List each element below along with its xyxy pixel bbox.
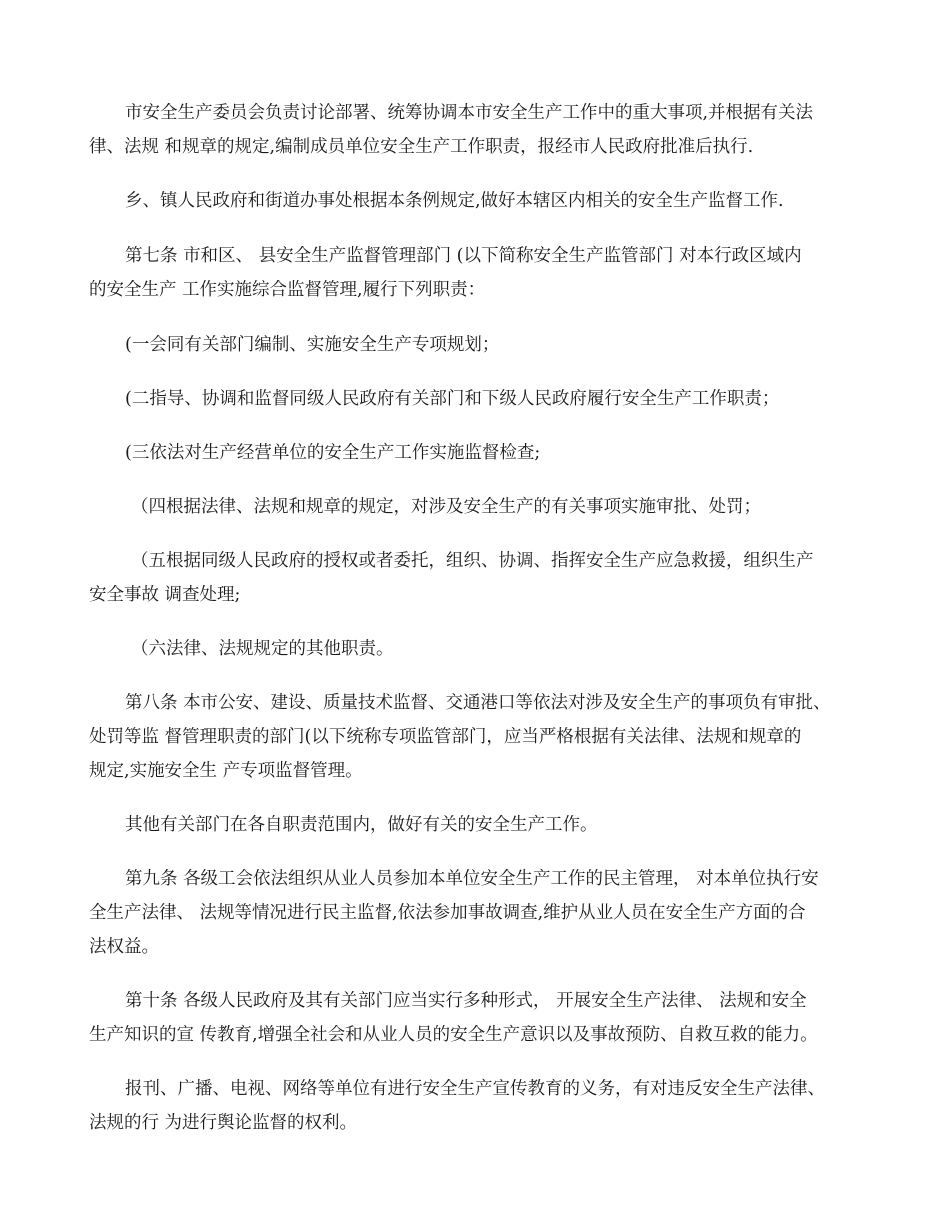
article-8-line-2: 处罚等监 督管理职责的部门(以下统称专项监管部门，应当严格根据有关法律、法规和规章的 <box>89 727 802 747</box>
duty-item-6: （六法律、法规规定的其他职责。 <box>131 639 394 659</box>
article-10-line-2: 生产知识的宣 传教育,增强全社会和从业人员的安全生产意识以及事故预防、自救互救的能力。 <box>89 1025 818 1045</box>
duty-item-4: （四根据法律、法规和规章的规定，对涉及安全生产的有关事项实施审批、处罚； <box>131 497 761 517</box>
paragraph-1-line-1: 市安全生产委员会负责讨论部署、统筹协调本市安全生产工作中的重大事项,并根据有关法 <box>125 103 814 123</box>
paragraph-1-line-2: 律、法规 和规章的规定,编制成员单位安全生产工作职责，报经市人民政府批准后执行. <box>89 137 754 157</box>
article-9-line-3: 法权益。 <box>89 937 159 957</box>
duty-item-3: (三依法对生产经营单位的安全生产工作实施监督检查; <box>125 443 541 463</box>
article-9-line-1: 第九条 各级工会依法组织从业人员参加本单位安全生产工作的民主管理， 对本单位执行安 <box>125 869 819 889</box>
media-paragraph-line-2: 法规的行 为进行舆论监督的权利。 <box>89 1113 358 1133</box>
article-8-line-3: 规定,实施安全生 产专项监督管理。 <box>89 761 363 781</box>
article-8-line-1: 第八条 本市公安、建设、质量技术监督、交通港口等依法对涉及安全生产的事项负有审批、 <box>125 693 831 713</box>
article-10-line-1: 第十条 各级人民政府及其有关部门应当实行多种形式， 开展安全生产法律、 法规和安全 <box>125 991 807 1011</box>
article-7-line-2: 的安全生产 工作实施综合监督管理,履行下列职责： <box>89 280 486 300</box>
media-paragraph-line-1: 报刊、广播、电视、网络等单位有进行安全生产宣传教育的义务，有对违反安全生产法律、 <box>125 1079 825 1099</box>
duty-item-5-line-2: 安全事故 调查处理; <box>89 585 241 605</box>
article-9-line-2: 全生产法律、 法规等情况进行民主监督,依法参加事故调查,维护从业人员在安全生产方面的合 <box>89 903 806 923</box>
duty-item-2: (二指导、协调和监督同级人民政府有关部门和下级人民政府履行安全生产工作职责； <box>125 389 780 409</box>
article-7-line-1: 第七条 市和区、 县安全生产监督管理部门 (以下简称安全生产监管部门 对本行政区域内 <box>125 246 802 266</box>
paragraph-2-line-1: 乡、镇人民政府和街道办事处根据本条例规定,做好本辖区内相关的安全生产监督工作. <box>125 191 784 211</box>
other-departments-paragraph: 其他有关部门在各自职责范围内，做好有关的安全生产工作。 <box>125 815 598 835</box>
duty-item-1: (一会同有关部门编制、实施安全生产专项规划； <box>125 335 500 355</box>
duty-item-5-line-1: （五根据同级人民政府的授权或者委托，组织、协调、指挥安全生产应急救援，组织生产 <box>131 551 814 571</box>
